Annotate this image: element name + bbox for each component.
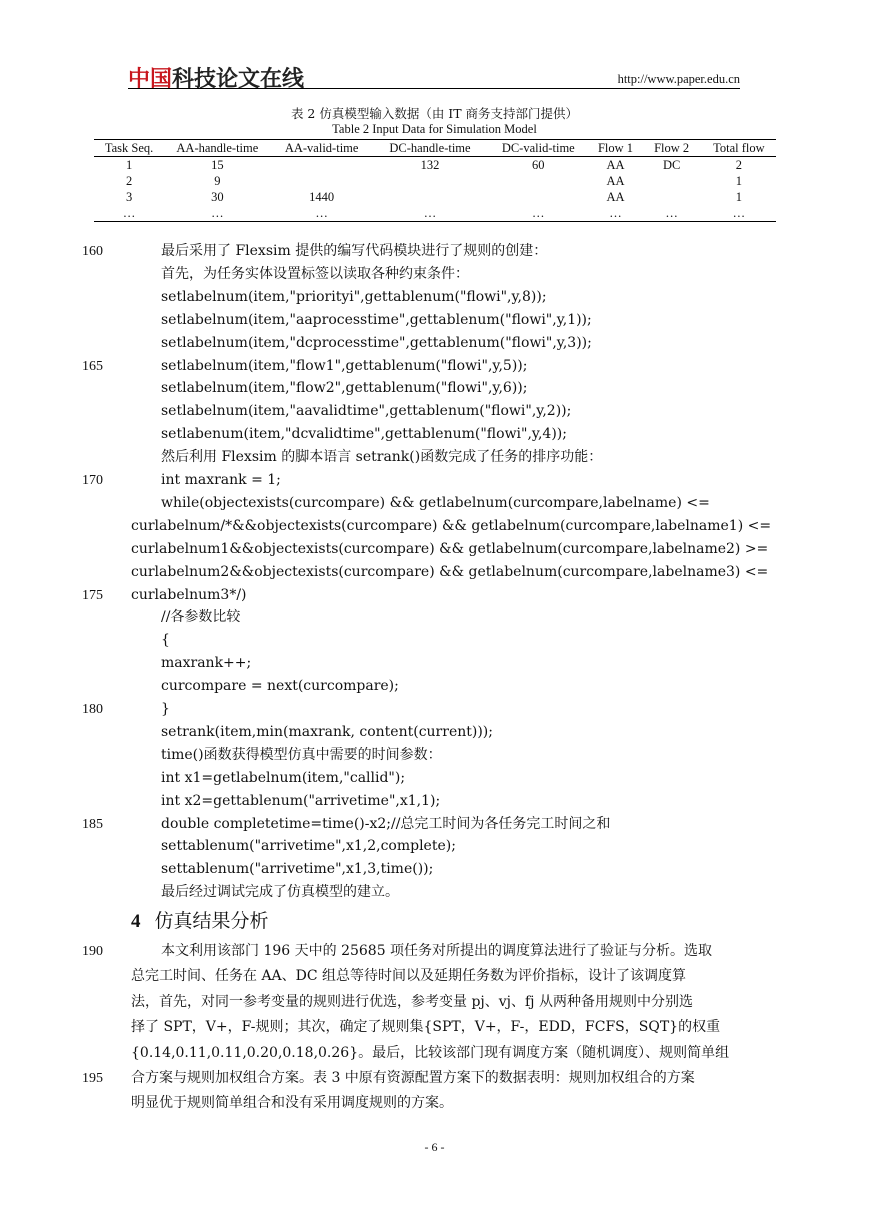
text-line — [0, 332, 869, 355]
section-title: 仿真结果分析 — [154, 910, 269, 932]
line-text: curcompare = next(curcompare); — [161, 678, 399, 695]
table-cell: … — [665, 206, 678, 220]
text-line — [0, 1042, 869, 1065]
logo-text-red: 中国 — [128, 67, 173, 92]
table-cell: 1440 — [309, 190, 335, 204]
line-text: time()函数获得模型仿真中需要的时间参数： — [161, 746, 442, 763]
table-cell: AA — [606, 190, 625, 204]
text-line — [0, 965, 869, 988]
line-text: 本文利用该部门 196 天中的 25685 项任务对所提出的调度算法进行了验证与分析。选取 — [161, 943, 713, 959]
line-text: setlabelnum(item,"priorityi",gettablenum("flowi",y,8)); — [161, 288, 547, 305]
table-caption-cn: 表 2 仿真模型输入数据（由 IT 商务支持部门提供） — [290, 106, 579, 121]
table-header-row — [94, 140, 776, 157]
text-line — [0, 263, 869, 286]
table-cell: 15 — [211, 158, 224, 172]
text-line — [0, 492, 869, 515]
line-text: setrank(item,min(maxrank, content(current))); — [161, 723, 493, 740]
table-cell: … — [609, 206, 622, 220]
line-text: maxrank++; — [161, 655, 252, 672]
section-number: 4 — [131, 911, 141, 932]
text-line — [0, 606, 869, 629]
line-text: {0.14,0.11,0.11,0.20,0.18,0.26}。最后，比较该部门现有调度方案（随机调度）、规则简单组 — [131, 1044, 730, 1061]
table-cell: 132 — [420, 158, 440, 172]
text-line — [0, 858, 869, 881]
table-row — [94, 173, 776, 189]
table-cell — [271, 173, 373, 189]
line-text: double completetime=time()-x2;//总完工时间为各任务完工时间之和 — [161, 815, 611, 832]
line-number: 170 — [82, 473, 103, 488]
line-number: 185 — [82, 816, 103, 832]
section-heading — [131, 906, 269, 933]
table-row — [94, 205, 776, 222]
text-line — [0, 446, 869, 469]
line-text: setlabelnum(item,"flow2",gettablenum("flowi",y,6)); — [161, 380, 528, 397]
table-cell — [642, 173, 702, 189]
logo-text-dark: 科技论文在线 — [172, 67, 305, 92]
line-text: 最后采用了 Flexsim 提供的编写代码模块进行了规则的创建： — [161, 243, 548, 259]
text-line — [0, 1092, 869, 1115]
text-line — [0, 423, 869, 446]
text-line — [0, 813, 869, 836]
line-text: 法，首先，对同一参考变量的规则进行优选，参考变量 pj、vj、fj 从两种备用规则中分别选 — [131, 993, 693, 1010]
line-text: 择了 SPT，V+，F-规则；其次，确定了规则集{SPT，V+，F-，EDD，FCFS，SQT}的权重 — [131, 1019, 721, 1036]
table-cell — [271, 157, 373, 174]
line-text: 明显优于规则简单组合和没有采用调度规则的方案。 — [131, 1095, 453, 1112]
table-cell — [373, 189, 487, 205]
text-line — [0, 515, 869, 538]
table-cell: … — [211, 206, 224, 220]
line-text: //各参数比较 — [161, 609, 241, 626]
line-number: 180 — [82, 702, 103, 717]
header-divider — [128, 88, 740, 89]
column-header: Flow 2 — [654, 141, 690, 155]
page-header — [128, 58, 740, 90]
text-line — [0, 721, 869, 744]
text-line — [0, 940, 869, 963]
table-cell: … — [532, 206, 545, 220]
column-header: AA-valid-time — [284, 141, 359, 155]
column-header: DC-handle-time — [389, 141, 471, 155]
line-text: 然后利用 Flexsim 的脚本语言 setrank()函数完成了任务的排序功能： — [161, 449, 603, 466]
line-text: 首先，为任务实体设置标签以读取各种约束条件： — [161, 265, 469, 282]
table-cell: 1 — [735, 174, 742, 188]
table-cell: … — [122, 206, 136, 220]
line-text: { — [161, 632, 170, 649]
text-line — [0, 675, 869, 698]
text-line — [0, 309, 869, 332]
line-text: settablenum("arrivetime",x1,2,complete); — [161, 838, 456, 855]
line-text: 合方案与规则加权组合方案。表 3 中原有资源配置方案下的数据表明：规则加权组合的方案 — [131, 1070, 695, 1086]
table-cell: AA — [606, 158, 625, 172]
table-cell: 60 — [532, 158, 545, 172]
column-header: Flow 1 — [597, 141, 634, 155]
table-cell: … — [423, 206, 437, 220]
line-text: curlabelnum1&&objectexists(curcompare) && getlabelnum(curcompare,labelname2) >= — [131, 540, 769, 557]
table-cell: DC — [662, 158, 681, 172]
table-cell: … — [315, 206, 328, 220]
input-data-table — [94, 139, 776, 222]
text-line — [0, 286, 869, 309]
table-caption-en: Table 2 Input Data for Simulation Model — [332, 122, 537, 136]
table-row — [94, 189, 776, 205]
line-text: setlabelnum(item,"aavalidtime",gettablenum("flowi",y,2)); — [161, 403, 572, 420]
text-line — [0, 698, 869, 721]
text-line — [0, 835, 869, 858]
column-header: Total flow — [713, 141, 765, 155]
line-number: 195 — [82, 1071, 103, 1086]
text-line — [0, 744, 869, 767]
table-cell: 1 — [735, 190, 742, 204]
line-text: setlabelnum(item,"flow1",gettablenum("flowi",y,5)); — [161, 357, 528, 374]
column-header: AA-handle-time — [176, 141, 259, 155]
line-text: int maxrank = 1; — [161, 472, 281, 488]
line-number: 190 — [82, 944, 103, 959]
line-number: 160 — [82, 244, 103, 259]
text-line — [0, 584, 869, 607]
text-line — [0, 561, 869, 584]
column-header: DC-valid-time — [501, 141, 575, 155]
table-cell — [487, 173, 589, 189]
line-text: settablenum("arrivetime",x1,3,time()); — [161, 861, 434, 878]
text-line — [0, 991, 869, 1014]
line-number: 175 — [82, 587, 103, 603]
text-line — [0, 1067, 869, 1090]
text-line — [0, 790, 869, 813]
line-text: setlabelnum(item,"dcprocesstime",gettablenum("flowi",y,3)); — [161, 334, 592, 351]
line-text: } — [161, 701, 170, 717]
text-line — [0, 377, 869, 400]
line-text: 总完工时间、任务在 AA、DC 组总等待时间以及延期任务数为评价指标，设计了该调度算 — [131, 968, 687, 985]
table-cell: 3 — [125, 190, 133, 204]
text-line — [0, 240, 869, 263]
text-line — [0, 629, 869, 652]
text-line — [0, 652, 869, 675]
line-number: 165 — [82, 358, 103, 374]
line-text: curlabelnum2&&objectexists(curcompare) && getlabelnum(curcompare,labelname3) <= — [131, 563, 769, 580]
text-line — [0, 767, 869, 790]
line-text: while(objectexists(curcompare) && getlabelnum(curcompare,labelname) <= — [161, 494, 710, 511]
line-text: int x2=gettablenum("arrivetime",x1,1); — [161, 792, 441, 809]
table-cell: 1 — [125, 158, 133, 172]
text-line — [0, 400, 869, 423]
line-text: 最后经过调试完成了仿真模型的建立。 — [161, 884, 399, 901]
text-line — [0, 355, 869, 378]
table-cell: 30 — [211, 190, 224, 204]
text-line — [0, 469, 869, 492]
column-header: Task Seq. — [104, 141, 154, 155]
table-cell: 2 — [735, 158, 742, 172]
table-cell: 9 — [214, 174, 221, 188]
table-cell — [642, 189, 702, 205]
line-text: setlabelnum(item,"aaprocesstime",gettablenum("flowi",y,1)); — [161, 311, 592, 328]
table-cell — [487, 189, 589, 205]
table-cell — [373, 173, 487, 189]
table-cell: 2 — [125, 174, 133, 188]
line-text: curlabelnum/*&&objectexists(curcompare) && getlabelnum(curcompare,labelname1) <= — [131, 517, 772, 534]
text-line — [0, 1016, 869, 1039]
table-cell: AA — [606, 174, 625, 188]
table-row — [94, 157, 776, 174]
line-text: curlabelnum3*/) — [131, 586, 247, 603]
line-text: int x1=getlabelnum(item,"callid"); — [161, 769, 406, 786]
text-line — [0, 538, 869, 561]
page-number: - 6 - — [424, 1140, 445, 1154]
table-cell: … — [732, 206, 746, 220]
text-line — [0, 881, 869, 904]
header-url[interactable]: http://www.paper.edu.cn — [617, 72, 740, 86]
line-text: setlabenum(item,"dcvalidtime",gettablenum("flowi",y,4)); — [161, 426, 567, 443]
